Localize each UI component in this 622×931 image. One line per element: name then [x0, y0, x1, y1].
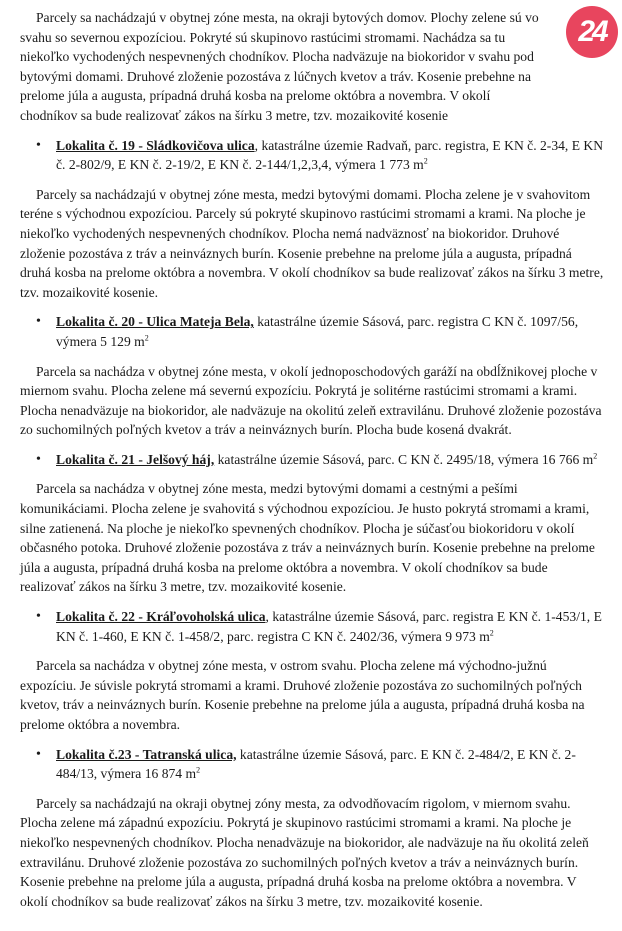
lokalita-details: katastrálne územie Sásová, parc. C KN č. 2495/18, výmera 16 766 m [214, 451, 594, 467]
lokalita-title: Lokalita č. 21 - Jelšový háj, [56, 451, 215, 467]
lokalita-details: katastrálne územie Sásová, parc. registra C KN č. 1097/56, výmera 5 129 m [56, 314, 579, 349]
bullet-icon: • [36, 314, 41, 330]
lokalita-details: katastrálne územie Sásová, parc. E KN č. 2-484/2, E KN č. 2-484/13, výmera 16 874 m [56, 746, 576, 782]
bullet-icon: • [36, 451, 41, 467]
list-item-lokalita-20 [36, 312, 606, 351]
lokalita-title: Lokalita č.23 - Tatranská ulica, [56, 746, 237, 762]
list-item-lokalita-23 [36, 745, 606, 784]
lokalita-title: Lokalita č. 22 - Kráľovoholská ulica [56, 609, 266, 625]
site-logo-24 [566, 6, 618, 58]
superscript: 2 [423, 156, 428, 166]
lokalita-title: Lokalita č. 19 - Sládkovičova ulica [56, 137, 255, 153]
bullet-icon: • [36, 746, 41, 762]
paragraph-lokalita-20: Parcela sa nachádza v obytnej zóne mesta, v okolí jednoposchodových garáží na obdĺžnikovej ploche v miernom svahu. Plocha zelene má severnú expozíciu. Pokrytá je solitérne rastúcimi stromami a krami. Plocha nenadväzuje na biokoridor, ale nadväzuje na okolitú zeleň extravilánu. Druhové zloženie pozostáva zo suchomilných poľných kvetov a tráv a neinváznych burín. Plocha bude kosená dvakrát. [20, 363, 602, 438]
list-item-lokalita-19 [36, 136, 606, 175]
bullet-icon: • [36, 137, 41, 153]
lokalita-details: , katastrálne územie Sásová, parc. registra E KN č. 1-453/1, E KN č. 1-460, E KN č. 1-458/2, parc. registra C KN č. 2402/36, výmera 9 973 m [56, 609, 602, 644]
list-item-lokalita-21 [36, 450, 606, 470]
paragraph-lokalita-22: Parcela sa nachádza v obytnej zóne mesta, v ostrom svahu. Plocha zelene má východno-južnú expozíciu. Je súvisle pokrytá stromami a krami. Druhové zloženie pozostáva zo suchomilných poľných kvetov, tráv a neinváznych burín. Kosenie prebehne na prelome júla a augusta, prípadná druhá kosba na prelome októbra a novembra. [20, 658, 585, 732]
superscript: 2 [593, 451, 598, 461]
superscript: 2 [196, 765, 201, 775]
paragraph-lokalita-21: Parcela sa nachádza v obytnej zóne mesta, medzi bytovými domami a cestnými a pešími komunikáciami. Plocha zelene je svahovitá s východnou expozíciou. Je husto pokrytá stromami a krami, silne zatienená. Na ploche je niekoľko spevnených chodníkov. Plocha je súčasťou biokoridoru v okolí občasného potoka. Druhové zloženie pozostáva z tráv a neinváznych burín. Kosenie prebehne na prelome júla a augusta, prípadná druhá kosba na prelome októbra a novembra. V okolí chodníkov sa bude realizovať zákos na šírku 3 metre, tzv. mozaikovité kosenie. [20, 481, 595, 595]
paragraph-intro: Parcely sa nachádzajú v obytnej zóne mesta, na okraji bytových domov. Plochy zelene sú vo svahu so severnou expozíciou. Pokryté sú skupinovo rastúcimi stromami. Nachádza sa tu niekoľko vychodených nespevnených chodníkov. Plocha nadväzuje na biokoridor v svahu pod bytovými domami. Druhové zloženie pozostáva z lúčnych kvetov a tráv. Kosenie prebehne na prelome júla a augusta, prípadná druhá kosba na prelome októbra a novembra. V okolí chodníkov sa bude realizovať zákos na šírku 3 metre, tzv. mozaikovité kosenie [20, 10, 539, 123]
lokalita-details: , katastrálne územie Radvaň, parc. registra, E KN č. 2-34, E KN č. 2-802/9, E KN č. 2-19/2, E KN č. 2-144/1,2,3,4, výmera 1 773 m [56, 137, 604, 173]
bullet-icon: • [36, 609, 41, 625]
paragraph-lokalita-23: Parcely sa nachádzajú na okraji obytnej zóny mesta, za odvodňovacím rigolom, v miernom svahu. Plocha zelene má západnú expozíciu. Pokrytá je skupinovo rastúcimi stromami a krami. Na ploche je niekoľko nespevnených chodníkov. Plocha nenadväzuje na biokoridor, ale nadväzuje na ňu okolitá zeleň extravilánu. Druhové zloženie pozostáva zo suchomilných poľných kvetov a tráv a neinváznych burín. Kosenie prebehne na prelome júla a augusta, prípadná druhá kosba na prelome októbra a novembra. V okolí chodníkov sa bude realizovať zákos na šírku 3 metre, tzv. mozaikovité kosenie. [20, 795, 589, 909]
superscript: 2 [144, 333, 149, 343]
superscript: 2 [489, 628, 494, 638]
lokalita-title: Lokalita č. 20 - Ulica Mateja Bela, [56, 314, 254, 330]
list-item-lokalita-22 [36, 607, 606, 646]
logo-text: 24 [578, 15, 606, 48]
paragraph-lokalita-19: Parcely sa nachádzajú v obytnej zóne mesta, medzi bytovými domami. Plocha zelene je v svahovitom teréne s východnou expozíciou. Parcely sú pokryté skupinovo rastúcimi stromami a krami. Na ploche je niekoľko vychodených nespevnených chodníkov. Plocha nemá nadväznosť na biokoridor. Druhové zloženie pozostáva z tráv a neinváznych burín. Kosenie prebehne na prelome júla a augusta, prípadná druhá kosba na prelome októbra a novembra. V okolí chodníkov sa bude realizovať zákos na šírku 3 metre, tzv. mozaikovité kosenie. [20, 186, 604, 300]
